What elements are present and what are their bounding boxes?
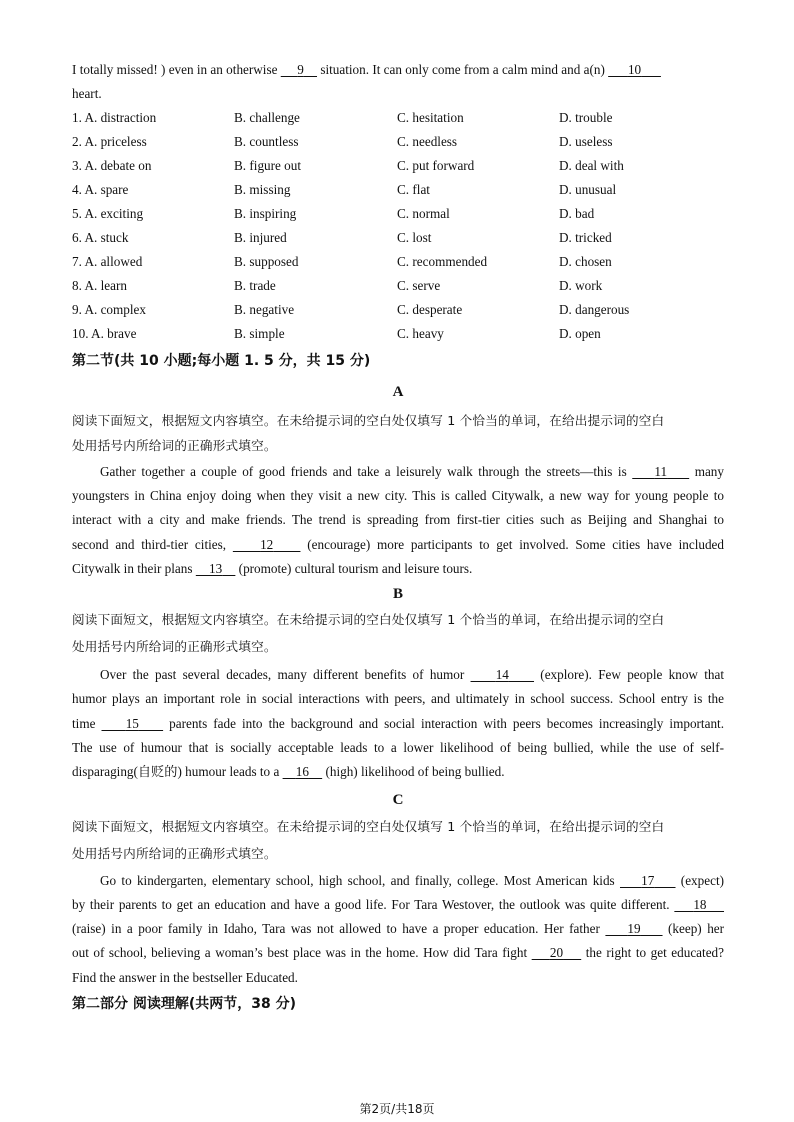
passage-b-line-3: time 15 parents fade into the background and social interaction with peers becomes increasingly important. <box>72 716 725 731</box>
blank-11: 11 <box>654 464 668 479</box>
passage-a-heading: A <box>392 384 404 400</box>
instruction-line-2: 处用括号内所给词的正确形式填空。 <box>72 639 277 654</box>
blank-19: 19 <box>627 921 641 936</box>
blank-10: 10 <box>627 62 642 77</box>
options-row: 7. A. allowed B. supposed C. recommended D. chosen <box>72 254 612 269</box>
blank-14: 14 <box>495 667 509 682</box>
blank-15: 15 <box>125 716 139 731</box>
blank-17: 17 <box>641 873 655 888</box>
passage-a-line-5: Citywalk in their plans 13 (promote) cultural tourism and leisure tours. <box>72 561 473 576</box>
section-2-title: 第二节(共 10 小题;每小题 1. 5 分，共 15 分) <box>72 353 371 369</box>
passage-c-line-2: by their parents to get an education and have a good life. For Tara Westover, the outlook was quite different. 18 <box>72 896 724 914</box>
passage-c-line-3: (raise) in a poor family in Idaho, Tara was not allowed to have a proper education. Her father 19 (keep) her <box>72 921 725 936</box>
instruction-line-1: 阅读下面短文，根据短文内容填空。在未给提示词的空白处仅填写 1 个恰当的单词，在给出提示词的空白 <box>72 612 665 627</box>
instruction-line-1: 阅读下面短文，根据短文内容填空。在未给提示词的空白处仅填写 1 个恰当的单词，在给出提示词的空白 <box>72 413 665 428</box>
options-row: 4. A. spare B. missing C. flat D. unusual <box>72 182 617 197</box>
options-row: 2. A. priceless B. countless C. needless D. useless <box>72 134 613 149</box>
blank-12: 12 <box>260 537 274 552</box>
intro-line-2: heart. <box>72 86 102 101</box>
passage-a-line-2: youngsters in China enjoy doing when they visit a new city. This is called Citywalk, a new way for young people to <box>72 488 724 503</box>
options-row: 8. A. learn B. trade C. serve D. work <box>72 278 603 293</box>
passage-a-line-1: Gather together a couple of good friends and take a leisurely walk through the streets—this is 11 many <box>100 464 724 479</box>
passage-a-line-3: interact with a city and make friends. The trend is spreading from first-tier cities such as Beijing and Shanghai to <box>72 512 724 527</box>
options-row: 3. A. debate on B. figure out C. put forward D. deal with <box>72 158 624 173</box>
passage-b-line-1: Over the past several decades, many different benefits of humor 14 (explore). Few people know that <box>100 667 724 682</box>
passage-b-heading: B <box>392 586 403 602</box>
options-row: 6. A. stuck B. injured C. lost D. tricked <box>72 230 612 245</box>
passage-c-line-1: Go to kindergarten, elementary school, high school, and finally, college. Most American kids 17 (expect) <box>100 873 725 888</box>
blank-16: 16 <box>295 764 309 779</box>
instruction-line-2: 处用括号内所给词的正确形式填空。 <box>72 438 277 453</box>
blank-9: 9 <box>297 62 304 77</box>
passage-c-line-4: out of school, believing a woman’s best place was in the home. How did Tara fight 20 the right to get educated? <box>72 945 725 960</box>
blank-18: 18 <box>693 897 707 912</box>
options-row: 10. A. brave B. simple C. heavy D. open <box>72 326 601 341</box>
options-row: 1. A. distraction B. challenge C. hesitation D. trouble <box>72 110 613 125</box>
intro-line-1: I totally missed! ) even in an otherwise 9 situation. It can only come from a calm mind and a(n) 10 <box>72 61 724 79</box>
passage-a-line-4: second and third-tier cities, 12 (encourage) more participants to get involved. Some cities have included <box>72 537 725 552</box>
blank-20: 20 <box>549 945 564 960</box>
page-footer: 第2页/共18页 <box>359 1102 435 1116</box>
passage-b-line-4: The use of humour that is socially acceptable leads to a lower likelihood of being bullied, while the use of self- <box>72 740 724 755</box>
passage-b-line-5: disparaging(自贬的) humour leads to a 16 (high) likelihood of being bullied. <box>72 764 505 779</box>
instruction-line-1: 阅读下面短文，根据短文内容填空。在未给提示词的空白处仅填写 1 个恰当的单词，在给出提示词的空白 <box>72 819 665 834</box>
exam-page <box>72 0 724 1122</box>
part-2-title: 第二部分 阅读理解(共两节，38 分) <box>72 996 297 1012</box>
blank-13: 13 <box>209 561 223 576</box>
instruction-line-2: 处用括号内所给词的正确形式填空。 <box>72 846 277 861</box>
options-row: 9. A. complex B. negative C. desperate D. dangerous <box>72 302 630 317</box>
options-row: 5. A. exciting B. inspiring C. normal D. bad <box>72 206 595 221</box>
passage-c-heading: C <box>392 792 404 808</box>
passage-c-line-5: Find the answer in the bestseller Educated. <box>72 970 298 985</box>
passage-b-line-2: humor plays an important role in social interactions with peers, and ultimately in school success. School entry is the <box>72 691 724 706</box>
